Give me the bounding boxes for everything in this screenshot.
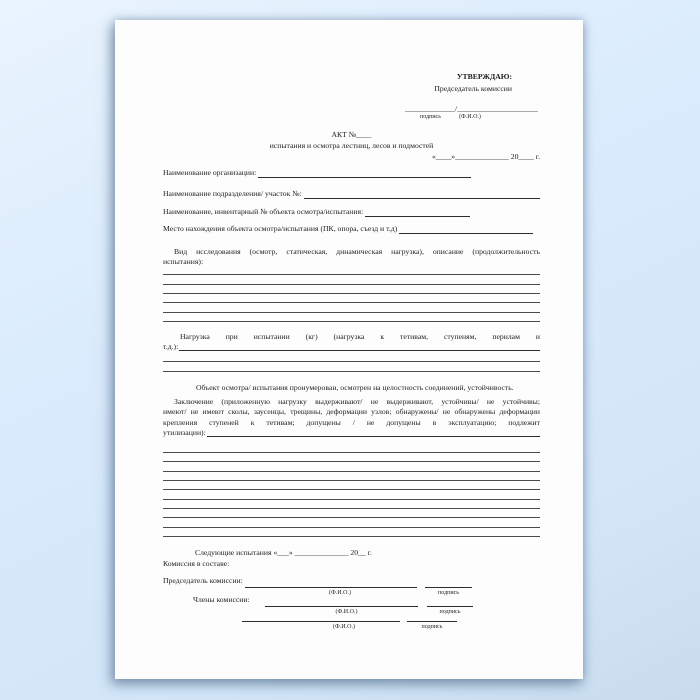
act-number-title: АКТ №____ bbox=[331, 130, 372, 139]
conclusion-line: крепления ступеней к тетивам; допущены / не допущены в эксплуатацию; подлежит bbox=[163, 417, 540, 427]
approve-title: УТВЕРЖДАЮ: bbox=[456, 72, 512, 81]
sig-sign-label: подпись bbox=[439, 608, 461, 615]
ruled-blank-line bbox=[163, 294, 540, 303]
sig-sign-label: подпись bbox=[438, 589, 459, 596]
ruled-blank-line bbox=[163, 481, 540, 490]
load-line-text: т.д.): bbox=[163, 342, 179, 352]
approve-block bbox=[163, 71, 512, 95]
field-blank-line bbox=[258, 167, 471, 178]
ruled-lines-research bbox=[163, 266, 540, 322]
field-blank-line bbox=[304, 188, 540, 199]
ruled-blank-line bbox=[163, 500, 540, 509]
ruled-blank-line bbox=[163, 275, 540, 284]
field-row-location bbox=[163, 223, 540, 236]
conclusion-line: Заключение (приложенную нагрузку выдерживают/ не выдерживают, устойчивы/ не устойчивы; bbox=[174, 397, 540, 406]
approve-subtitle: Председатель комиссии bbox=[434, 84, 512, 93]
sig-fio-line bbox=[265, 606, 418, 607]
load-fill-line bbox=[179, 342, 540, 351]
field-row-inventory-number bbox=[163, 206, 540, 219]
next-tests-line: Следующие испытания «___» ______________ 20__ г. bbox=[195, 548, 372, 557]
sig-role-members: Члены комиссии: bbox=[193, 595, 250, 604]
research-line: испытания): bbox=[163, 257, 204, 267]
sig-sign-line bbox=[407, 621, 457, 622]
field-blank-line bbox=[399, 223, 533, 234]
approve-fio-label: (Ф.И.О.) bbox=[459, 114, 481, 120]
sig-fio-label: (Ф.И.О.) bbox=[335, 608, 358, 615]
sig-fio-label: (Ф.И.О.) bbox=[329, 589, 351, 596]
conclusion-paragraph bbox=[163, 397, 540, 438]
ruled-blank-line bbox=[163, 266, 540, 275]
research-line: Вид исследования (осмотр, статическая, динамическая нагрузка), описание (продолжительность bbox=[174, 247, 540, 256]
object-note: Объект осмотра/ испытания пронумерован, осмотрен на целостность соединений, устойчивость. bbox=[196, 383, 514, 392]
ruled-blank-line bbox=[163, 518, 540, 527]
ruled-lines-load bbox=[163, 353, 540, 372]
ruled-blank-line bbox=[163, 362, 540, 372]
sig-sign-line bbox=[425, 587, 472, 588]
field-label-location: Место нахождения объекта осмотра/испытания (ПК, опора, съезд и т.д) bbox=[163, 224, 398, 233]
ruled-blank-line bbox=[163, 285, 540, 294]
field-row-department bbox=[163, 188, 540, 201]
ruled-blank-line bbox=[163, 462, 540, 471]
ruled-blank-line bbox=[163, 353, 540, 363]
ruled-blank-line bbox=[163, 528, 540, 537]
ruled-blank-line bbox=[163, 472, 540, 481]
act-date-line: «____»______________ 20____ г. bbox=[432, 152, 540, 161]
approve-signature-line: _____________/_____________________ bbox=[405, 104, 538, 113]
ruled-blank-line bbox=[163, 509, 540, 518]
sig-fio-line bbox=[245, 587, 417, 588]
ruled-blank-line bbox=[163, 444, 540, 453]
field-label-inventory-number: Наименование, инвентарный № объекта осмотра/испытания: bbox=[163, 207, 364, 216]
sig-sign-label: подпись bbox=[421, 623, 443, 630]
conclusion-line: имеют/ не имеют сколы, заусенцы, трещины, деформации узлов; обнаружены/ не обнаружены деформации bbox=[163, 407, 540, 417]
conclusion-line-text: утилизации): bbox=[163, 427, 206, 437]
ruled-blank-line bbox=[163, 490, 540, 499]
sig-sign-line bbox=[427, 606, 473, 607]
act-subject-title: испытания и осмотра лестниц, лесов и подмостей bbox=[269, 141, 434, 150]
commission-heading: Комиссия в составе: bbox=[163, 559, 230, 568]
conclusion-fill-line bbox=[207, 428, 540, 437]
load-paragraph bbox=[163, 332, 540, 353]
research-paragraph bbox=[163, 247, 540, 268]
approve-sign-label: подпись bbox=[420, 114, 441, 120]
conclusion-line bbox=[163, 428, 540, 438]
ruled-blank-line bbox=[163, 313, 540, 322]
field-row-organization bbox=[163, 167, 540, 180]
ruled-blank-line bbox=[163, 303, 540, 312]
ruled-blank-line bbox=[163, 453, 540, 462]
field-label-department: Наименование подразделения/ участок №: bbox=[163, 189, 302, 198]
load-line bbox=[163, 342, 540, 352]
ruled-lines-conclusion bbox=[163, 444, 540, 537]
load-line: Нагрузка при испытании (кг) (нагрузка к тетивам, ступеням, перилам и bbox=[180, 332, 540, 341]
document-page bbox=[115, 20, 583, 679]
sig-fio-label: (Ф.И.О.) bbox=[333, 623, 355, 630]
sig-role-chairman: Председатель комиссии: bbox=[163, 576, 243, 585]
field-blank-line bbox=[365, 206, 470, 217]
sig-fio-line bbox=[242, 621, 400, 622]
field-label-organization: Наименование организации: bbox=[163, 168, 257, 177]
